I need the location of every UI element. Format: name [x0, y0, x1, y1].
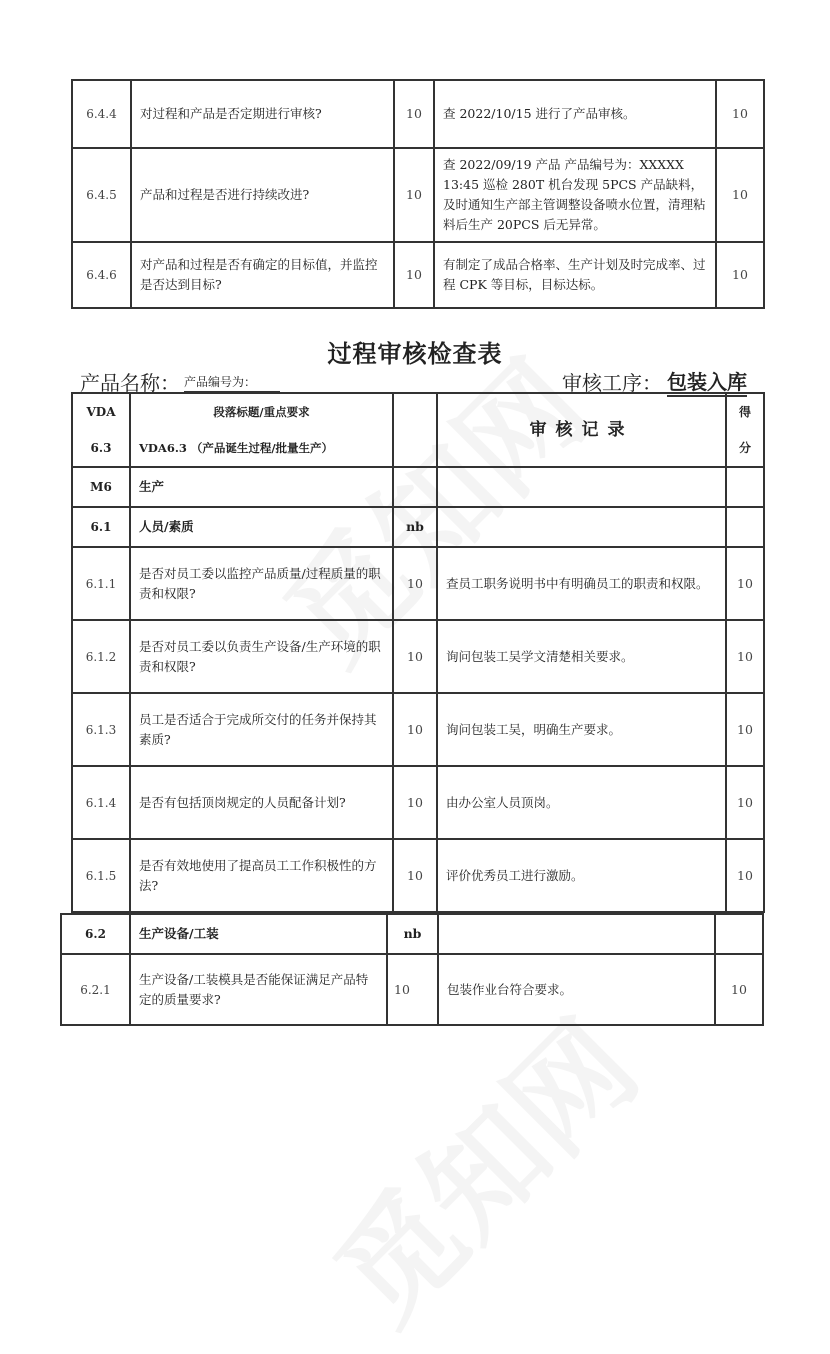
item-score: 10 [726, 839, 764, 912]
product-name-value: 产品编号为： [184, 373, 280, 392]
item-score: 10 [726, 547, 764, 620]
subsection-title: 生产设备/工装 [130, 914, 387, 954]
item-weight: 10 [393, 766, 437, 839]
table-row [72, 766, 764, 839]
header-vda-chapter: 6.3 [90, 441, 112, 455]
item-id: 6.1.4 [72, 766, 130, 839]
item-id: 6.4.5 [72, 148, 131, 242]
audit-process-label: 审核工序： [562, 371, 662, 395]
section-row [72, 467, 764, 507]
item-question: 员工是否适合于完成所交付的任务并保持其素质? [130, 693, 393, 766]
subsection-id: 6.1 [72, 507, 130, 547]
item-weight: 10 [394, 242, 434, 308]
item-record: 包装作业台符合要求。 [438, 954, 715, 1025]
header-section-subtitle: VDA6.3 （产品诞生过程/批量生产） [139, 441, 334, 455]
item-id: 6.1.2 [72, 620, 130, 693]
header-section-title [130, 393, 393, 467]
item-weight: 10 [394, 80, 434, 148]
item-id: 6.2.1 [61, 954, 130, 1025]
item-weight: 10 [393, 839, 437, 912]
item-weight: 10 [393, 693, 437, 766]
table-row [72, 547, 764, 620]
item-score: 10 [716, 80, 764, 148]
item-record: 由办公室人员顶岗。 [437, 766, 726, 839]
subsection-weight: nb [387, 914, 438, 954]
header-audit-record: 审核记录 [437, 393, 726, 467]
table-row [72, 80, 764, 148]
item-question: 是否对员工委以监控产品质量/过程质量的职责和权限? [130, 547, 393, 620]
item-question: 是否有效地使用了提高员工工作积极性的方法? [130, 839, 393, 912]
empty-cell [437, 507, 726, 547]
subsection-weight: nb [393, 507, 437, 547]
item-record: 有制定了成品合格率、生产计划及时完成率、过程 CPK 等目标，目标达标。 [434, 242, 716, 308]
empty-cell [393, 467, 437, 507]
table-row [72, 242, 764, 308]
item-score: 10 [715, 954, 763, 1025]
item-record: 询问包装工吴学文清楚相关要求。 [437, 620, 726, 693]
subsection-row [61, 914, 763, 954]
audit-process-value: 包装入库 [667, 366, 747, 397]
header-vda [72, 393, 130, 467]
audit-table [71, 392, 765, 913]
header-vda-label: VDA [86, 405, 116, 419]
subsection-title: 人员/素质 [130, 507, 393, 547]
item-id: 6.1.5 [72, 839, 130, 912]
item-id: 6.4.4 [72, 80, 131, 148]
header-score-bottom: 分 [738, 441, 751, 455]
item-record: 询问包装工吴，明确生产要求。 [437, 693, 726, 766]
item-question: 对产品和过程是否有确定的目标值，并监控是否达到目标? [131, 242, 394, 308]
empty-cell [438, 914, 715, 954]
header-score-top: 得 [738, 405, 751, 419]
empty-cell [715, 914, 763, 954]
header-weight [393, 393, 437, 467]
subsection-row [72, 507, 764, 547]
item-weight: 10 [393, 620, 437, 693]
item-score: 10 [726, 766, 764, 839]
empty-cell [726, 467, 764, 507]
section-title: 生产 [130, 467, 393, 507]
item-id: 6.1.1 [72, 547, 130, 620]
item-record: 查员工职务说明书中有明确员工的职责和权限。 [437, 547, 726, 620]
section-id: M6 [72, 467, 130, 507]
item-record: 评价优秀员工进行激励。 [437, 839, 726, 912]
item-id: 6.1.3 [72, 693, 130, 766]
subsection-id: 6.2 [61, 914, 130, 954]
table-row [61, 954, 763, 1025]
table-row [72, 148, 764, 242]
item-question: 对过程和产品是否定期进行审核? [131, 80, 394, 148]
item-score: 10 [726, 693, 764, 766]
audit-table-continued [71, 79, 765, 309]
item-score: 10 [716, 148, 764, 242]
item-weight: 10 [394, 148, 434, 242]
page-title: 过程审核检查表 [327, 339, 503, 368]
item-question: 是否有包括顶岗规定的人员配备计划? [130, 766, 393, 839]
table-row [72, 620, 764, 693]
item-question: 是否对员工委以负责生产设备/生产环境的职责和权限? [130, 620, 393, 693]
product-name-label: 产品名称： [80, 371, 180, 395]
empty-cell [437, 467, 726, 507]
item-score: 10 [726, 620, 764, 693]
header-score [726, 393, 764, 467]
empty-cell [726, 507, 764, 547]
table-row [72, 693, 764, 766]
item-score: 10 [716, 242, 764, 308]
table-row [72, 839, 764, 912]
item-weight: 10 [387, 954, 438, 1025]
item-id: 6.4.6 [72, 242, 131, 308]
item-question: 产品和过程是否进行持续改进? [131, 148, 394, 242]
watermark [292, 978, 668, 1354]
item-weight: 10 [393, 547, 437, 620]
audit-table-equipment [60, 913, 764, 1026]
item-question: 生产设备/工装模具是否能保证满足产品特定的质量要求? [130, 954, 387, 1025]
item-record: 查 2022/09/19 产品 产品编号为：XXXXX 13:45 巡检 280T 机台发现 5PCS 产品缺料，及时通知生产部主管调整设备喷水位置，清理粘料后生产 20PCS 后无异常。 [434, 148, 716, 242]
table-header-row [72, 393, 764, 467]
item-record: 查 2022/10/15 进行了产品审核。 [434, 80, 716, 148]
header-section-title-label: 段落标题/重点要求 [213, 405, 310, 419]
